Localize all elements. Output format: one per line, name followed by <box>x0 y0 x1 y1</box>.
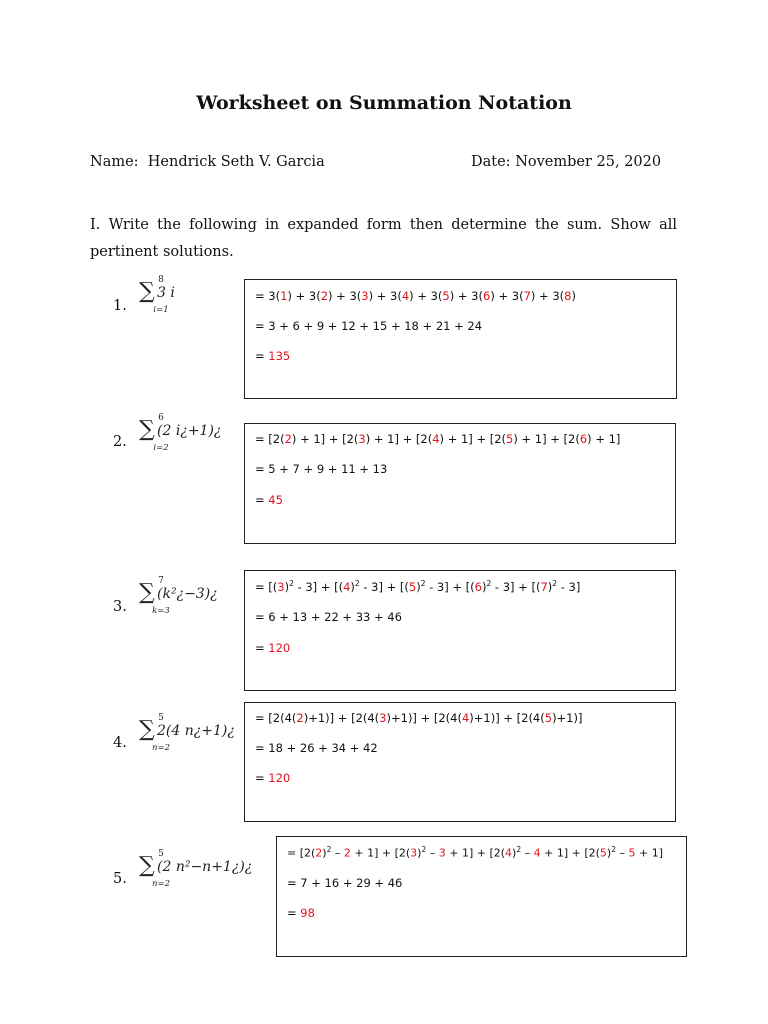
expansion-line <box>255 579 580 594</box>
expression-text: ) <box>481 579 487 594</box>
expression-text: = [( <box>255 579 278 594</box>
sigma-lower: n=2 <box>151 879 170 889</box>
exponent: 2 <box>326 845 332 854</box>
expression-text: ) + 3( <box>490 289 524 303</box>
substituted-value: 3 <box>358 432 366 446</box>
summation-body: 3 i <box>157 285 175 301</box>
substituted-value: 2 <box>315 846 323 860</box>
sigma-upper: 7 <box>158 576 164 586</box>
substituted-value: 5 <box>506 432 514 446</box>
substituted-value: 7 <box>540 579 548 594</box>
expression-text: - 3] + [( <box>293 579 344 594</box>
expression-text: )+1)] + [2(4( <box>303 711 380 725</box>
sigma-lower: i=2 <box>153 443 169 453</box>
date-value: November 25, 2020 <box>515 154 662 170</box>
substituted-value: 3 <box>410 846 418 860</box>
answer-value: 120 <box>268 641 291 655</box>
exponent: 2 <box>289 579 294 588</box>
expression-text: ) + 3( <box>530 289 565 303</box>
problem-number: 3. <box>113 599 127 615</box>
sum-line: = 3 + 6 + 9 + 12 + 15 + 18 + 21 + 24 <box>255 319 483 333</box>
date-label: Date: <box>471 154 511 170</box>
expansion-line <box>255 289 576 303</box>
name-value: Hendrick Seth V. Garcia <box>147 154 325 170</box>
substituted-value: 2 <box>320 289 329 303</box>
answer-value: 45 <box>268 493 283 507</box>
expression-text: ) + 1] + [2( <box>291 432 359 446</box>
expression-text: )+1)] <box>552 711 583 725</box>
exponent: 2 <box>611 845 616 854</box>
expression-text: ) <box>571 289 576 303</box>
substituted-value: 5 <box>599 846 607 860</box>
exponent: 2 <box>486 579 492 588</box>
expression-text: - 3] + [( <box>425 579 475 594</box>
substituted-value: 6 <box>579 432 588 446</box>
instructions: I. Write the following in expanded form then determine the sum. Show all pertinent solutions. <box>90 217 677 260</box>
problem-number: 4. <box>113 735 127 751</box>
page-title: Worksheet on Summation Notation <box>196 92 572 114</box>
sum-line: = 6 + 13 + 22 + 33 + 46 <box>255 610 402 624</box>
name-label: Name: <box>90 154 139 170</box>
substituted-value: 3 <box>361 289 369 303</box>
sigma-icon: ∑ <box>139 417 155 442</box>
sigma-icon: ∑ <box>139 717 155 742</box>
answer-value: 135 <box>268 349 291 363</box>
substituted-value: 8 <box>564 289 572 303</box>
expression-text: ) + 1] + [2( <box>365 432 433 446</box>
substituted-value: 2 <box>296 711 304 725</box>
exponent: 2 <box>552 579 558 588</box>
summation-body: (2 n²−n+1¿)¿ <box>157 859 253 875</box>
answer-line <box>287 906 315 920</box>
expression-text: )+1)] + [2(4( <box>386 711 462 725</box>
substituted-value: 5 <box>628 846 636 860</box>
solution-box <box>244 702 676 822</box>
answer-prefix: = <box>255 493 269 507</box>
expansion-line <box>287 845 663 860</box>
answer-line <box>255 493 283 507</box>
expression-text: ) <box>417 846 422 860</box>
name-line <box>90 154 325 170</box>
expression-text: = [2(4( <box>255 711 297 725</box>
substituted-value: 3 <box>277 579 285 594</box>
answer-prefix: = <box>255 771 269 785</box>
substituted-value: 7 <box>523 289 531 303</box>
sigma-lower: i=1 <box>153 305 169 315</box>
sum-line: = 18 + 26 + 34 + 42 <box>255 741 378 755</box>
substituted-value: 4 <box>432 432 440 446</box>
expression-text: – <box>616 846 629 860</box>
expression-text: + 1] + [2( <box>350 846 411 860</box>
expansion-line <box>255 432 620 446</box>
substituted-value: 6 <box>483 289 491 303</box>
expression-text: ) + 3( <box>287 289 321 303</box>
substituted-value: 4 <box>505 846 513 860</box>
substituted-value: 4 <box>461 711 470 725</box>
expression-text: ) + 1] + [2( <box>513 432 580 446</box>
expression-text: - 3] + [( <box>491 579 541 594</box>
expression-text: – <box>521 846 534 860</box>
solution-box <box>244 279 677 399</box>
expression-text: ) + 3( <box>368 289 402 303</box>
substituted-value: 4 <box>401 289 410 303</box>
expression-text: ) + 1] + [2( <box>439 432 507 446</box>
answer-prefix: = <box>287 906 301 920</box>
answer-prefix: = <box>255 641 269 655</box>
substituted-value: 2 <box>343 846 351 860</box>
answer-value: 120 <box>268 771 291 785</box>
expression-text: ) + 3( <box>409 289 443 303</box>
sigma-upper: 5 <box>158 849 164 859</box>
substituted-value: 3 <box>438 846 446 860</box>
exponent: 2 <box>516 845 522 854</box>
expression-text: ) <box>606 846 612 860</box>
sigma-lower: k=3 <box>152 606 170 616</box>
solution-box <box>244 570 676 691</box>
substituted-value: 5 <box>442 289 450 303</box>
expression-text: ) <box>322 846 327 860</box>
answer-line <box>255 641 290 655</box>
expression-text: + 1] + [2( <box>540 846 600 860</box>
expression-text: - 3] <box>557 579 581 594</box>
expression-text: ) + 1] <box>587 432 621 446</box>
exponent: 2 <box>421 845 427 854</box>
problem-number: 2. <box>113 434 127 450</box>
sigma-upper: 8 <box>158 275 164 285</box>
answer-value: 98 <box>300 906 315 920</box>
substituted-value: 6 <box>474 579 482 594</box>
sigma-lower: n=2 <box>151 743 170 753</box>
expression-text: ) <box>284 579 290 594</box>
answer-line <box>255 349 290 363</box>
substituted-value: 2 <box>284 432 292 446</box>
expression-text: – <box>426 846 439 860</box>
expression-text: ) + 3( <box>449 289 483 303</box>
sigma-icon: ∑ <box>139 580 155 605</box>
substituted-value: 5 <box>544 711 553 725</box>
sum-line: = 5 + 7 + 9 + 11 + 13 <box>255 462 388 476</box>
answer-line <box>255 771 290 785</box>
answer-prefix: = <box>255 349 269 363</box>
problem-number: 5. <box>113 871 127 887</box>
expression-text: + 1] <box>635 846 663 860</box>
expression-text: – <box>331 846 344 860</box>
summation-body: 2(4 n¿+1)¿ <box>157 723 235 739</box>
exponent: 2 <box>420 579 426 588</box>
expression-text: - 3] + [( <box>359 579 409 594</box>
solution-box <box>276 836 687 957</box>
sigma-icon: ∑ <box>139 853 155 878</box>
substituted-value: 5 <box>408 579 417 594</box>
sigma-icon: ∑ <box>139 279 155 304</box>
expression-text: ) <box>512 846 517 860</box>
exponent: 2 <box>354 579 360 588</box>
summation-body: (k²¿−3)¿ <box>157 586 218 602</box>
substituted-value: 3 <box>379 711 387 725</box>
substituted-value: 4 <box>533 846 541 860</box>
expression-text: ) + 3( <box>328 289 362 303</box>
expression-text: ) <box>350 579 355 594</box>
sigma-upper: 5 <box>158 713 164 723</box>
date-line <box>471 154 661 170</box>
problem-number: 1. <box>113 298 127 314</box>
sum-line: = 7 + 16 + 29 + 46 <box>287 876 403 890</box>
expression-text: = [2( <box>287 846 316 860</box>
expression-text: = 3( <box>255 289 281 303</box>
expression-text: = [2( <box>255 432 285 446</box>
expression-text: ) <box>547 579 553 594</box>
sigma-upper: 6 <box>158 413 164 423</box>
expression-text: + 1] + [2( <box>445 846 506 860</box>
expression-text: )+1)] + [2(4( <box>469 711 545 725</box>
summation-body: (2 i¿+1)¿ <box>157 423 222 439</box>
substituted-value: 1 <box>280 289 288 303</box>
solution-box <box>244 423 676 544</box>
expression-text: ) <box>416 579 421 594</box>
substituted-value: 4 <box>343 579 351 594</box>
expansion-line <box>255 711 582 725</box>
